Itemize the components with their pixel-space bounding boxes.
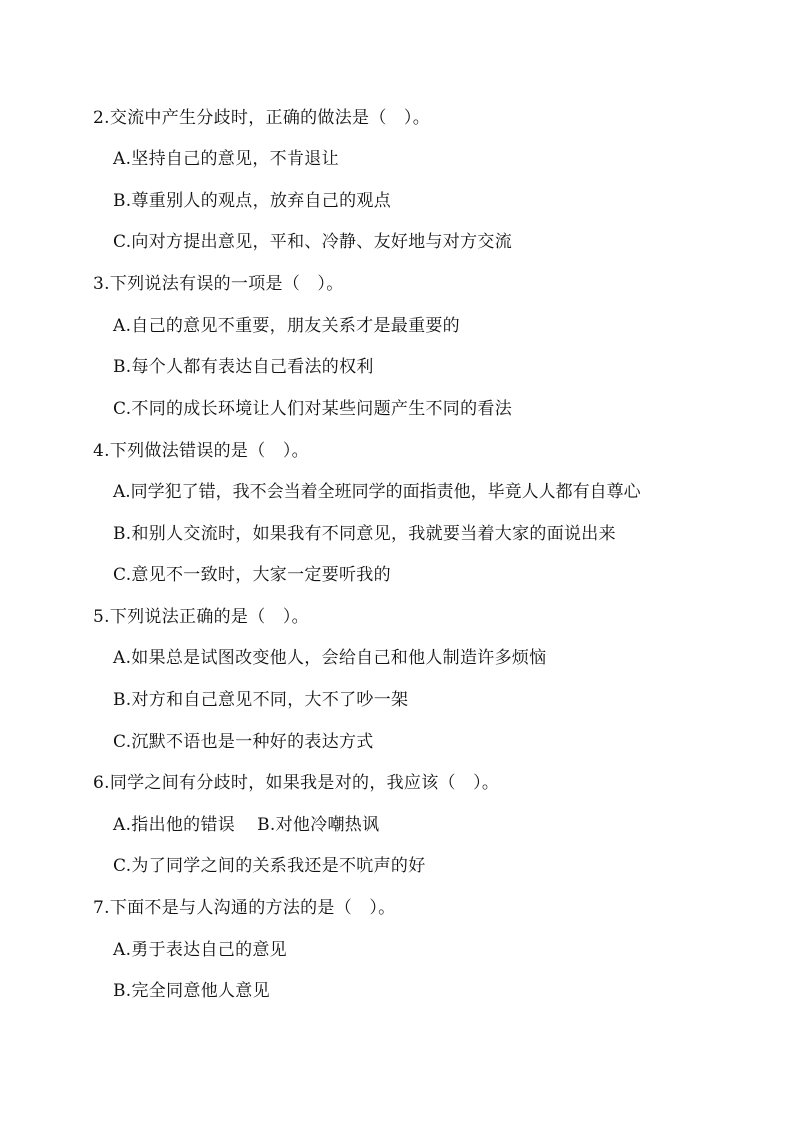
question-2-stem: 2.交流中产生分歧时，正确的做法是（ ）。 bbox=[93, 108, 431, 128]
question-2-option-a: A.坚持自己的意见，不肯退让 bbox=[113, 149, 339, 169]
question-3-option-b: B.每个人都有表达自己看法的权利 bbox=[113, 357, 374, 377]
question-7-stem: 7.下面不是与人沟通的方法的是（ ）。 bbox=[93, 898, 396, 918]
question-6-stem: 6.同学之间有分歧时，如果我是对的，我应该（ ）。 bbox=[93, 773, 500, 793]
question-6-options-row bbox=[113, 814, 379, 836]
question-6-option-a: A.指出他的错误 bbox=[113, 815, 236, 835]
question-3-option-a: A.自己的意见不重要，朋友关系才是最重要的 bbox=[113, 316, 460, 336]
question-5-option-b: B.对方和自己意见不同，大不了吵一架 bbox=[113, 690, 409, 710]
question-6-option-b: B.对他冷嘲热讽 bbox=[257, 815, 380, 835]
question-2-option-b: B.尊重别人的观点，放弃自己的观点 bbox=[113, 191, 391, 211]
question-2-option-c: C.向对方提出意见，平和、冷静、友好地与对方交流 bbox=[113, 232, 513, 252]
question-3-stem: 3.下列说法有误的一项是（ ）。 bbox=[93, 274, 344, 294]
question-6-option-c: C.为了同学之间的关系我还是不吭声的好 bbox=[113, 856, 426, 876]
question-7-option-b: B.完全同意他人意见 bbox=[113, 981, 270, 1001]
question-5-option-c: C.沉默不语也是一种好的表达方式 bbox=[113, 732, 374, 752]
question-3-option-c: C.不同的成长环境让人们对某些问题产生不同的看法 bbox=[113, 399, 513, 419]
question-5-stem: 5.下列说法正确的是（ ）。 bbox=[93, 607, 309, 627]
question-4-option-a: A.同学犯了错，我不会当着全班同学的面指责他，毕竟人人都有自尊心 bbox=[113, 482, 641, 502]
question-4-option-b: B.和别人交流时，如果我有不同意见，我就要当着大家的面说出来 bbox=[113, 524, 616, 544]
question-4-stem: 4.下列做法错误的是（ ）。 bbox=[93, 441, 309, 461]
question-4-option-c: C.意见不一致时，大家一定要听我的 bbox=[113, 565, 391, 585]
question-7-option-a: A.勇于表达自己的意见 bbox=[113, 940, 287, 960]
question-5-option-a: A.如果总是试图改变他人，会给自己和他人制造许多烦恼 bbox=[113, 648, 547, 668]
